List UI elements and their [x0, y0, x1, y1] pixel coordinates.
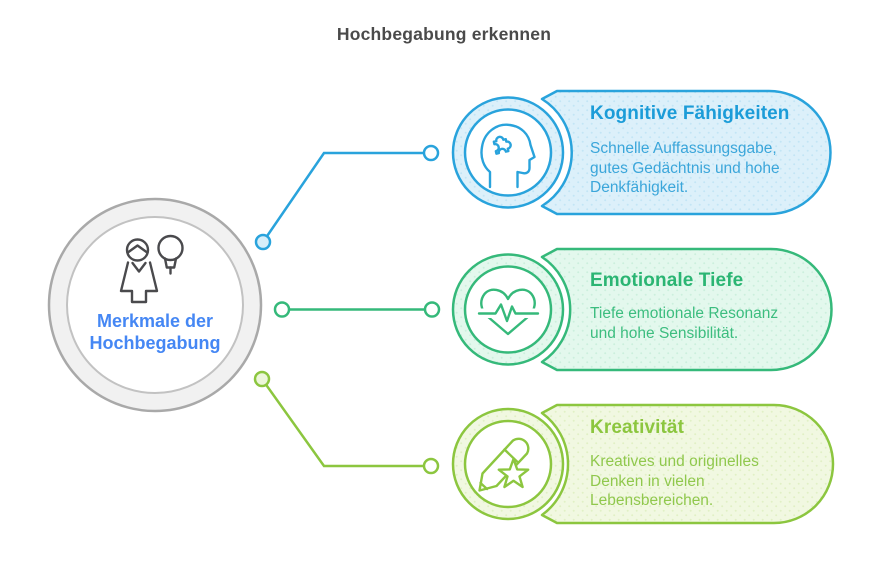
connector-middle — [275, 303, 439, 317]
card-creative-title: Kreativität — [590, 417, 685, 438]
center-hub — [49, 199, 261, 411]
card-cognitive-description: Schnelle Auffassungsgabe, gutes Gedächtnis und hohe Denkfähigkeit. — [590, 140, 780, 196]
card-emotional-title: Emotionale Tiefe — [590, 270, 744, 291]
card-cognitive-title: Kognitive Fähigkeiten — [590, 103, 790, 124]
card-creative-description: Kreatives und originelles Denken in vielen Lebensbereichen. — [590, 453, 759, 509]
center-hub-label: Merkmale der Hochbegabung — [89, 311, 221, 353]
page-title: Hochbegabung erkennen — [336, 24, 552, 44]
connector-bottom — [255, 372, 438, 473]
connector-top — [256, 146, 438, 249]
card-emotional-description: Tiefe emotionale Resonanz und hohe Sensibilität. — [590, 305, 779, 342]
